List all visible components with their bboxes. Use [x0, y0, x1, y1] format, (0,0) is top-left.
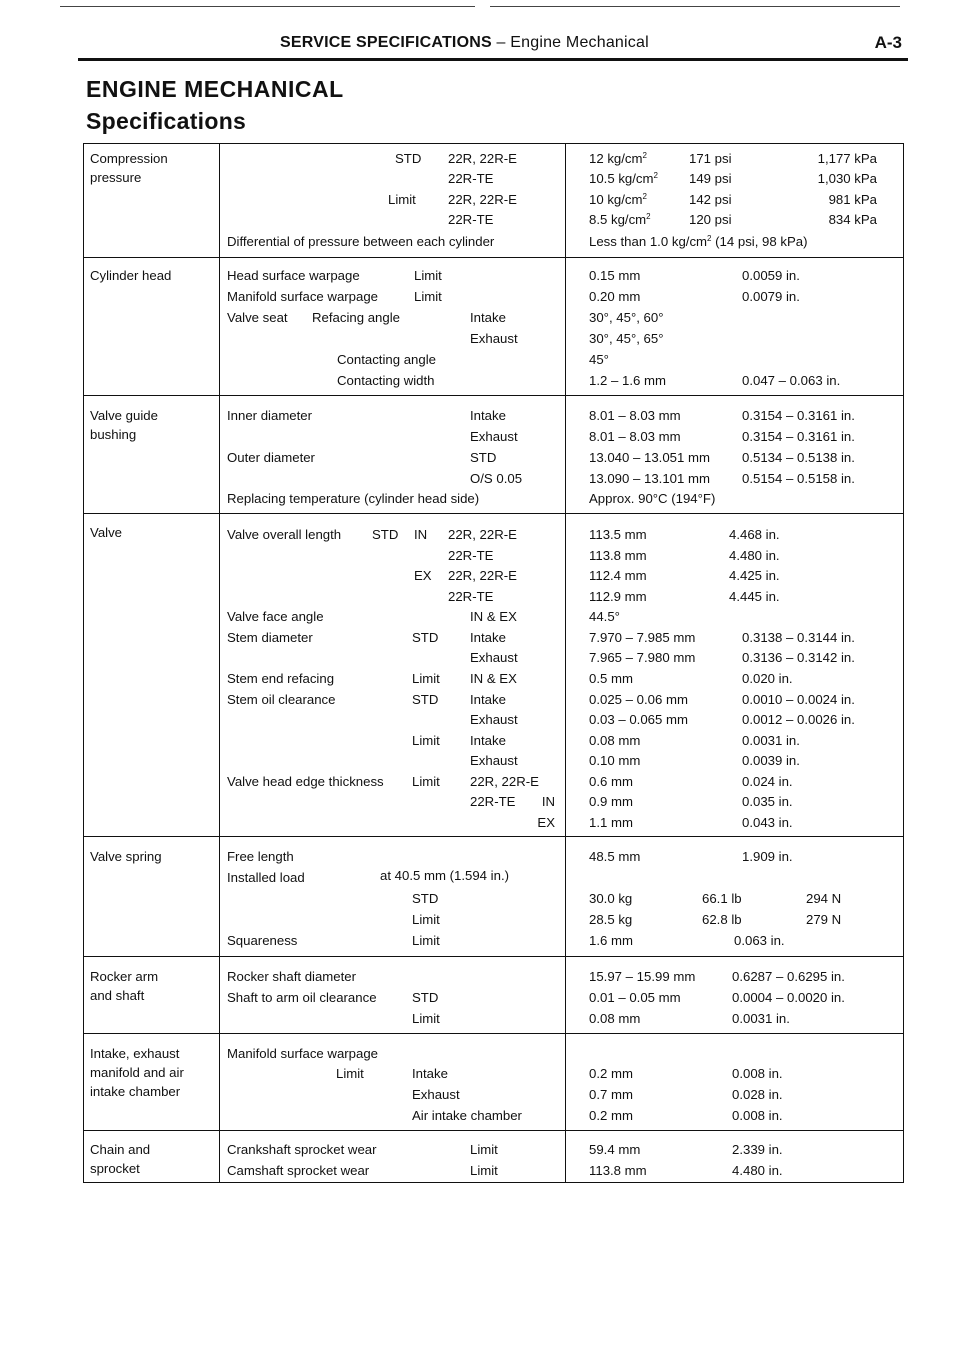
value: 0.008 in. [732, 1066, 783, 1081]
row-divider [84, 1130, 903, 1131]
value: 294 N [806, 891, 842, 906]
value: 0.6287 – 0.6295 in. [732, 969, 845, 984]
value: 13.040 – 13.051 mm [589, 450, 710, 465]
value: 4.468 in. [729, 527, 780, 542]
spec-label: Exhaust [470, 650, 518, 665]
superscript: 2 [642, 151, 647, 160]
spec-label: Limit [470, 1142, 498, 1157]
value: 142 psi [689, 192, 732, 207]
value [589, 192, 647, 208]
value: 1,177 kPa [817, 151, 877, 166]
item-name: Compression [90, 151, 168, 166]
value: 30°, 45°, 65° [589, 331, 664, 346]
value: 28.5 kg [589, 912, 633, 927]
spec-label: Valve head edge thickness [227, 774, 384, 789]
spec-label: Contacting width [337, 373, 435, 388]
value-text: Less than 1.0 kg/cm [589, 234, 708, 249]
spec-label: Intake [470, 733, 506, 748]
value: 1,030 kPa [817, 171, 877, 186]
value: 59.4 mm [589, 1142, 641, 1157]
value: 0.020 in. [742, 671, 793, 686]
value: 1.1 mm [589, 815, 633, 830]
value: 0.3154 – 0.3161 in. [742, 408, 855, 423]
value: 0.5134 – 0.5138 in. [742, 450, 855, 465]
model: 22R-TE [470, 794, 516, 809]
spec-label: Head surface warpage [227, 268, 360, 283]
spec-label: Camshaft sprocket wear [227, 1163, 370, 1178]
spec-label: STD [412, 990, 439, 1005]
spec-label: Stem diameter [227, 630, 313, 645]
spec-label: Free length [227, 849, 294, 864]
spec-label: Exhaust [470, 753, 518, 768]
value: 0.7 mm [589, 1087, 633, 1102]
spec-label: EX [537, 815, 555, 830]
value: 0.5154 – 0.5158 in. [742, 471, 855, 486]
section-subtitle: Specifications [86, 108, 247, 134]
spec-label: STD [412, 630, 439, 645]
spec-label: Exhaust [470, 429, 518, 444]
value: 112.4 mm [589, 568, 647, 583]
item-name: Cylinder head [90, 268, 172, 283]
value: 0.0059 in. [742, 268, 800, 283]
item-name: Valve spring [90, 849, 162, 864]
value: 7.965 – 7.980 mm [589, 650, 696, 665]
top-rule-left [60, 6, 475, 7]
limit-label: Limit [388, 192, 416, 207]
value: 0.03 – 0.065 mm [589, 712, 688, 727]
spec-label: Exhaust [470, 712, 518, 727]
value: 0.008 in. [732, 1108, 783, 1123]
row-divider [84, 836, 903, 837]
item-name: Valve guide [90, 408, 158, 423]
value: 0.025 – 0.06 mm [589, 692, 688, 707]
page-number: A-3 [874, 33, 902, 52]
value: 2.339 in. [732, 1142, 783, 1157]
superscript: 2 [707, 234, 712, 243]
spec-label: Inner diameter [227, 408, 313, 423]
model: 22R, 22R-E [448, 192, 517, 207]
spec-label: Limit [412, 774, 440, 789]
spec-label: Refacing angle [312, 310, 400, 325]
value: 0.08 mm [589, 1011, 641, 1026]
value: 834 kPa [828, 212, 877, 227]
header-title-bold: SERVICE SPECIFICATIONS [280, 34, 492, 51]
model: 22R-TE [448, 548, 494, 563]
spec-label: Limit [412, 933, 440, 948]
item-name: sprocket [90, 1161, 140, 1176]
value-text: 12 kg/cm [589, 151, 643, 166]
value: 62.8 lb [702, 912, 742, 927]
spec-label: Stem end refacing [227, 671, 335, 686]
spec-label: Limit [412, 733, 440, 748]
model: 22R, 22R-E [448, 527, 517, 542]
value-text: (14 psi, 98 kPa) [711, 234, 808, 249]
value: 981 kPa [828, 192, 877, 207]
section-title: ENGINE MECHANICAL [86, 76, 344, 102]
spec-label: STD [412, 891, 439, 906]
value: 45° [589, 352, 609, 367]
value: 0.0010 – 0.0024 in. [742, 692, 855, 707]
spec-label: IN [414, 527, 428, 542]
value: 113.8 mm [589, 548, 647, 563]
spec-label: Manifold surface warpage [227, 1046, 379, 1061]
value: 13.090 – 13.101 mm [589, 471, 710, 486]
value [589, 151, 647, 167]
value: 113.5 mm [589, 527, 647, 542]
superscript: 2 [653, 171, 658, 180]
running-header [280, 34, 649, 52]
spec-label: O/S 0.05 [470, 471, 523, 486]
spec-label: Stem oil clearance [227, 692, 336, 707]
spec-label: Intake [412, 1066, 448, 1081]
value: 0.0031 in. [732, 1011, 790, 1026]
value [589, 234, 808, 250]
value: 0.0012 – 0.0026 in. [742, 712, 855, 727]
row-divider [84, 513, 903, 514]
value: 0.5 mm [589, 671, 633, 686]
value: 4.480 in. [729, 548, 780, 563]
item-name: Intake, exhaust [90, 1046, 180, 1061]
spec-label: IN & EX [470, 671, 517, 686]
value: 1.909 in. [742, 849, 793, 864]
value: 48.5 mm [589, 849, 641, 864]
value: 0.047 – 0.063 in. [742, 373, 841, 388]
value: 0.028 in. [732, 1087, 783, 1102]
spec-label: Manifold surface warpage [227, 289, 379, 304]
value: 15.97 – 15.99 mm [589, 969, 696, 984]
spec-label: Limit [412, 671, 440, 686]
value: 0.035 in. [742, 794, 793, 809]
spec-label: Limit [414, 268, 442, 283]
value: 0.01 – 0.05 mm [589, 990, 681, 1005]
superscript: 2 [642, 192, 647, 201]
top-rule-right [490, 6, 900, 7]
value: 0.08 mm [589, 733, 641, 748]
value: 0.2 mm [589, 1066, 633, 1081]
spec-label: Valve seat [227, 310, 288, 325]
spec-label: at 40.5 mm (1.594 in.) [380, 868, 510, 883]
spec-label: Exhaust [470, 331, 518, 346]
column-divider-2 [565, 144, 566, 1182]
value: 0.9 mm [589, 794, 633, 809]
value: 171 psi [689, 151, 732, 166]
value: 0.3154 – 0.3161 in. [742, 429, 855, 444]
value: 279 N [806, 912, 842, 927]
value-text: 10 kg/cm [589, 192, 643, 207]
value: 112.9 mm [589, 589, 647, 604]
spec-label: STD [470, 450, 497, 465]
spec-label: STD [412, 692, 439, 707]
value: 8.01 – 8.03 mm [589, 408, 681, 423]
item-name: bushing [90, 427, 137, 442]
item-name: intake chamber [90, 1084, 181, 1099]
row-divider [84, 956, 903, 957]
value: 66.1 lb [702, 891, 742, 906]
spec-label: Rocker shaft diameter [227, 969, 356, 984]
value: 1.2 – 1.6 mm [589, 373, 666, 388]
column-divider-1 [219, 144, 220, 1182]
value: 0.6 mm [589, 774, 633, 789]
spec-label: Installed load [227, 870, 305, 885]
model: 22R-TE [448, 212, 494, 227]
header-title-rest: – Engine Mechanical [491, 34, 649, 51]
value: 30.0 kg [589, 891, 633, 906]
spec-label: Differential of pressure between each cylinder [227, 234, 495, 249]
value: 0.0031 in. [742, 733, 800, 748]
row-divider [84, 257, 903, 258]
value: 0.3138 – 0.3144 in. [742, 630, 855, 645]
value-text: 10.5 kg/cm [589, 171, 654, 186]
item-name: Chain and [90, 1142, 151, 1157]
value: 120 psi [689, 212, 732, 227]
value: 0.3136 – 0.3142 in. [742, 650, 855, 665]
model: 22R, 22R-E [448, 568, 517, 583]
value: 0.10 mm [589, 753, 641, 768]
model: 22R-TE [448, 171, 494, 186]
spec-label: Intake [470, 692, 506, 707]
spec-label: EX [414, 568, 432, 583]
spec-label: Replacing temperature (cylinder head side) [227, 491, 480, 506]
spec-label: IN & EX [470, 609, 517, 624]
value-text: 8.5 kg/cm [589, 212, 647, 227]
specifications-table [83, 143, 904, 1183]
item-name: Valve [90, 525, 123, 540]
spec-label: Intake [470, 408, 506, 423]
spec-label: Squareness [227, 933, 298, 948]
spec-label: Limit [412, 912, 440, 927]
value: 0.20 mm [589, 289, 641, 304]
spec-label: Valve overall length [227, 527, 342, 542]
value: 30°, 45°, 60° [589, 310, 664, 325]
value: 0.063 in. [734, 933, 785, 948]
spec-label: Limit [412, 1011, 440, 1026]
spec-label: IN [541, 794, 555, 809]
item-name: Rocker arm [90, 969, 159, 984]
value: 44.5° [589, 609, 620, 624]
spec-label: Valve face angle [227, 609, 324, 624]
value: 4.425 in. [729, 568, 780, 583]
spec-label: Contacting angle [337, 352, 436, 367]
spec-label: Crankshaft sprocket wear [227, 1142, 377, 1157]
model: 22R, 22R-E [470, 774, 539, 789]
spec-label: Exhaust [412, 1087, 460, 1102]
model: 22R-TE [448, 589, 494, 604]
value: Approx. 90°C (194°F) [589, 491, 716, 506]
spec-label: Intake [470, 310, 506, 325]
value: 0.15 mm [589, 268, 641, 283]
item-name: pressure [90, 170, 142, 185]
model: 22R, 22R-E [448, 151, 517, 166]
spec-label: Outer diameter [227, 450, 315, 465]
value: 149 psi [689, 171, 732, 186]
spec-label: Limit [336, 1066, 364, 1081]
spec-label: Limit [470, 1163, 498, 1178]
item-name: manifold and air [90, 1065, 184, 1080]
value: 0.0079 in. [742, 289, 800, 304]
superscript: 2 [646, 212, 651, 221]
value: 0.043 in. [742, 815, 793, 830]
spec-label: Intake [470, 630, 506, 645]
spec-label: Air intake chamber [412, 1108, 522, 1123]
value: 0.0039 in. [742, 753, 800, 768]
item-name: and shaft [90, 988, 145, 1003]
value: 7.970 – 7.985 mm [589, 630, 696, 645]
value: 0.024 in. [742, 774, 793, 789]
value: 113.8 mm [589, 1163, 647, 1178]
value [589, 212, 651, 228]
row-divider [84, 395, 903, 396]
std-label: STD [395, 151, 422, 166]
spec-label: Shaft to arm oil clearance [227, 990, 377, 1005]
value: 4.445 in. [729, 589, 780, 604]
value [589, 171, 658, 187]
value: 8.01 – 8.03 mm [589, 429, 681, 444]
value: 4.480 in. [732, 1163, 783, 1178]
spec-label: STD [372, 527, 399, 542]
spec-label: Limit [414, 289, 442, 304]
header-rule [78, 58, 908, 61]
value: 0.2 mm [589, 1108, 633, 1123]
value: 0.0004 – 0.0020 in. [732, 990, 845, 1005]
value: 1.6 mm [589, 933, 633, 948]
row-divider [84, 1033, 903, 1034]
